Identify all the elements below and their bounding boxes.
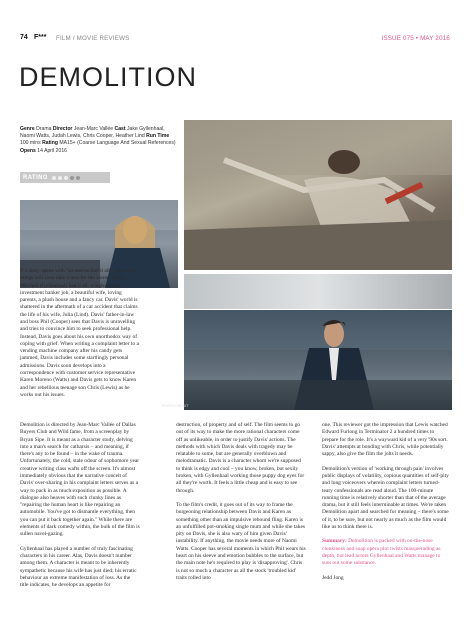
- film-details: [20, 126, 178, 155]
- article-column-intro: [20, 268, 140, 406]
- author-name: Jedd Jong: [322, 574, 344, 581]
- article-column-3: [322, 422, 450, 589]
- rating-dot: [70, 176, 74, 180]
- photo-credit: PHOTO CREDIT: [162, 404, 189, 408]
- section-label: FILM / MOVIE REVIEWS: [56, 35, 130, 42]
- rating-dot: [58, 176, 62, 180]
- summary-label: Summary:: [322, 538, 347, 545]
- article-title: DEMOLITION: [19, 62, 198, 92]
- paragraph: Gyllenhaal has played a number of truly fascinating characters in his career. Alas, Davis doesn't number among them. A character is meant to be inherently sympathetic because his wife has just died; his erratic behaviour an extreme manifestation of loss. As the title indicates, he develops an appetite for: [20, 545, 137, 589]
- issue-label: ISSUE 075 • MAY 2016: [381, 35, 450, 42]
- magazine-brand: F***: [34, 34, 47, 41]
- star-rating-bar: [20, 172, 110, 183]
- photo-demolition-wall: [184, 120, 452, 270]
- summary-text: Demolition is packed with on-the-nose clunkiness and soap opera plot twists masquerading as depth, but lead actors Gyllenhaal and Watts manage to suss out some substance.: [322, 538, 441, 567]
- paragraph: If a story opens with "so-and-so had it all", you know things will soon take a turn for the worse. Davis Mitchell (Gyllenhaal) had it all: a high-paying investment banker job, a beautiful wife, loving parents, a plush house and a fancy car. Davis' world is shattered in the aftermath of a car accident that claims the life of his wife, Julia (Lind). Davis' father-in-law and boss Phil (Cooper) sees that Davis is unravelling and tries to convince him to seek professional help. Instead, Davis goes about his own unorthodox way of coping with grief. When writing a complaint letter to a vending machine company after his candy gets jammed, Davis includes some startlingly personal admissions. Davis soon develops into a correspondence with customer service representative Karen Moreno (Watts) and Davis gets to know Karen and her rebellious teenage son Chris (Lewis) as he works out his issues.: [20, 268, 139, 398]
- article-column-2: [176, 422, 306, 589]
- opens-value: 14 April 2016: [37, 147, 68, 154]
- director-value: Jean-Marc Vallée: [73, 126, 114, 132]
- rating-label: Rating: [42, 140, 58, 147]
- paragraph: To the film's credit, it goes out of its way to frame the burgeoning relationship between Davis and Karen as something other than an impulsive rebound fling. Karen is an unfulfilled pot-smoking single mum and while she takes pity on Davis, she is also wary of him given Davis' instability. If anything, the movie needs more of Naomi Watts. Cooper has several moments in which Phil wears his heart on his sleeve and emotion bubbles to the surface, but the main note he's required to play is 'disapproving'. Chris is not so much a character as all the stock 'troubled kid' traits rolled into: [176, 502, 306, 581]
- paragraph: one. This reviewer got the impression that Lewis watched Edward Furlong in Terminator 2 a hundred times to prepare for the role. It's a wayward kid of a very '90s sort. Davis' attempts at bonding with Chris, while potentially sappy, also give the film the jolts it needs.: [322, 422, 448, 458]
- genre-label: Genre: [20, 126, 35, 132]
- runtime-label: Run Time: [146, 133, 170, 140]
- opens-label: Opens: [20, 147, 36, 154]
- rating-dot: [76, 176, 80, 180]
- paragraph: Demolition's version of 'working through pain' involves public displays of volatility, copious quantities of self-pity and long voiceovers wherein complaint letters turned-teary confessionals are read aloud. The 100-minute running time is relatively shorter than that of the average drama, but it still feels interminable at times. We're taken Demolition apart and searched for meaning – there's some of it, to be sure, but not nearly as much as the film would like us to think there is.: [322, 465, 449, 530]
- article-column-1: [20, 422, 140, 597]
- cast-value: Jake Gyllenhaal, Naomi Watts, Judah Lewis, Chris Cooper, Heather Lind: [20, 126, 165, 140]
- photo-man-in-suit: [184, 310, 452, 410]
- cast-label: Cast: [114, 126, 126, 132]
- star-rating-label: RATING: [23, 174, 48, 181]
- rating-dot: [52, 176, 56, 180]
- page-number: 74: [20, 34, 28, 41]
- paragraph: Demolition is directed by Jean-Marc Vallée of Dallas Buyers Club and Wild fame, from a screenplay by Bryan Sipe. It is meant as a character study, delving into a man's search for catharsis – and meaning, if there's any to be found – in the wake of trauma. Unfortunately, the cold, stale odour of sophomore year creative writing class wafts off the screen. It's almost immediately obvious that the narrative conceit of Davis' over-sharing in his complaint letters serves as a way to pack in as much exposition as possible. A dialogue also heaves with such clunky lines as "repairing the human heart is like repairing an automobile. You've got to dismantle everything, then you can put it back together again." While there are elements of dark comedy within, the bulk of the film is sullen navel-gazing.: [20, 422, 140, 538]
- rating-value: MA15+ (Coarse Language And Sexual References): [59, 140, 176, 147]
- photo-wall-illustration: [184, 120, 452, 270]
- genre-value: Drama: [36, 126, 52, 132]
- page-header: [20, 34, 450, 46]
- rating-dots: [52, 176, 80, 180]
- director-label: Director: [52, 126, 73, 132]
- summary-paragraph: [322, 538, 450, 567]
- runtime-value: 100 mins: [20, 140, 41, 147]
- photo-suit-illustration: [184, 310, 452, 410]
- paragraph: destruction, of property and of self. The film seems to go out of its way to make the more rational characters come off as unlikeable, in order to justify Davis' actions. The methods with which Davis deals with tragedy may be relatable to some, but are generally overblown and melodramatic. Davis is a character whom we're supposed to think is edgy and cool – you know, broken, but sexily broken, with Gyllenhaal working those puppy dog eyes for all they're worth. It feels a little cheap and is easy to see through.: [176, 422, 305, 494]
- photo-strip: [184, 274, 452, 309]
- rating-dot: [64, 176, 68, 180]
